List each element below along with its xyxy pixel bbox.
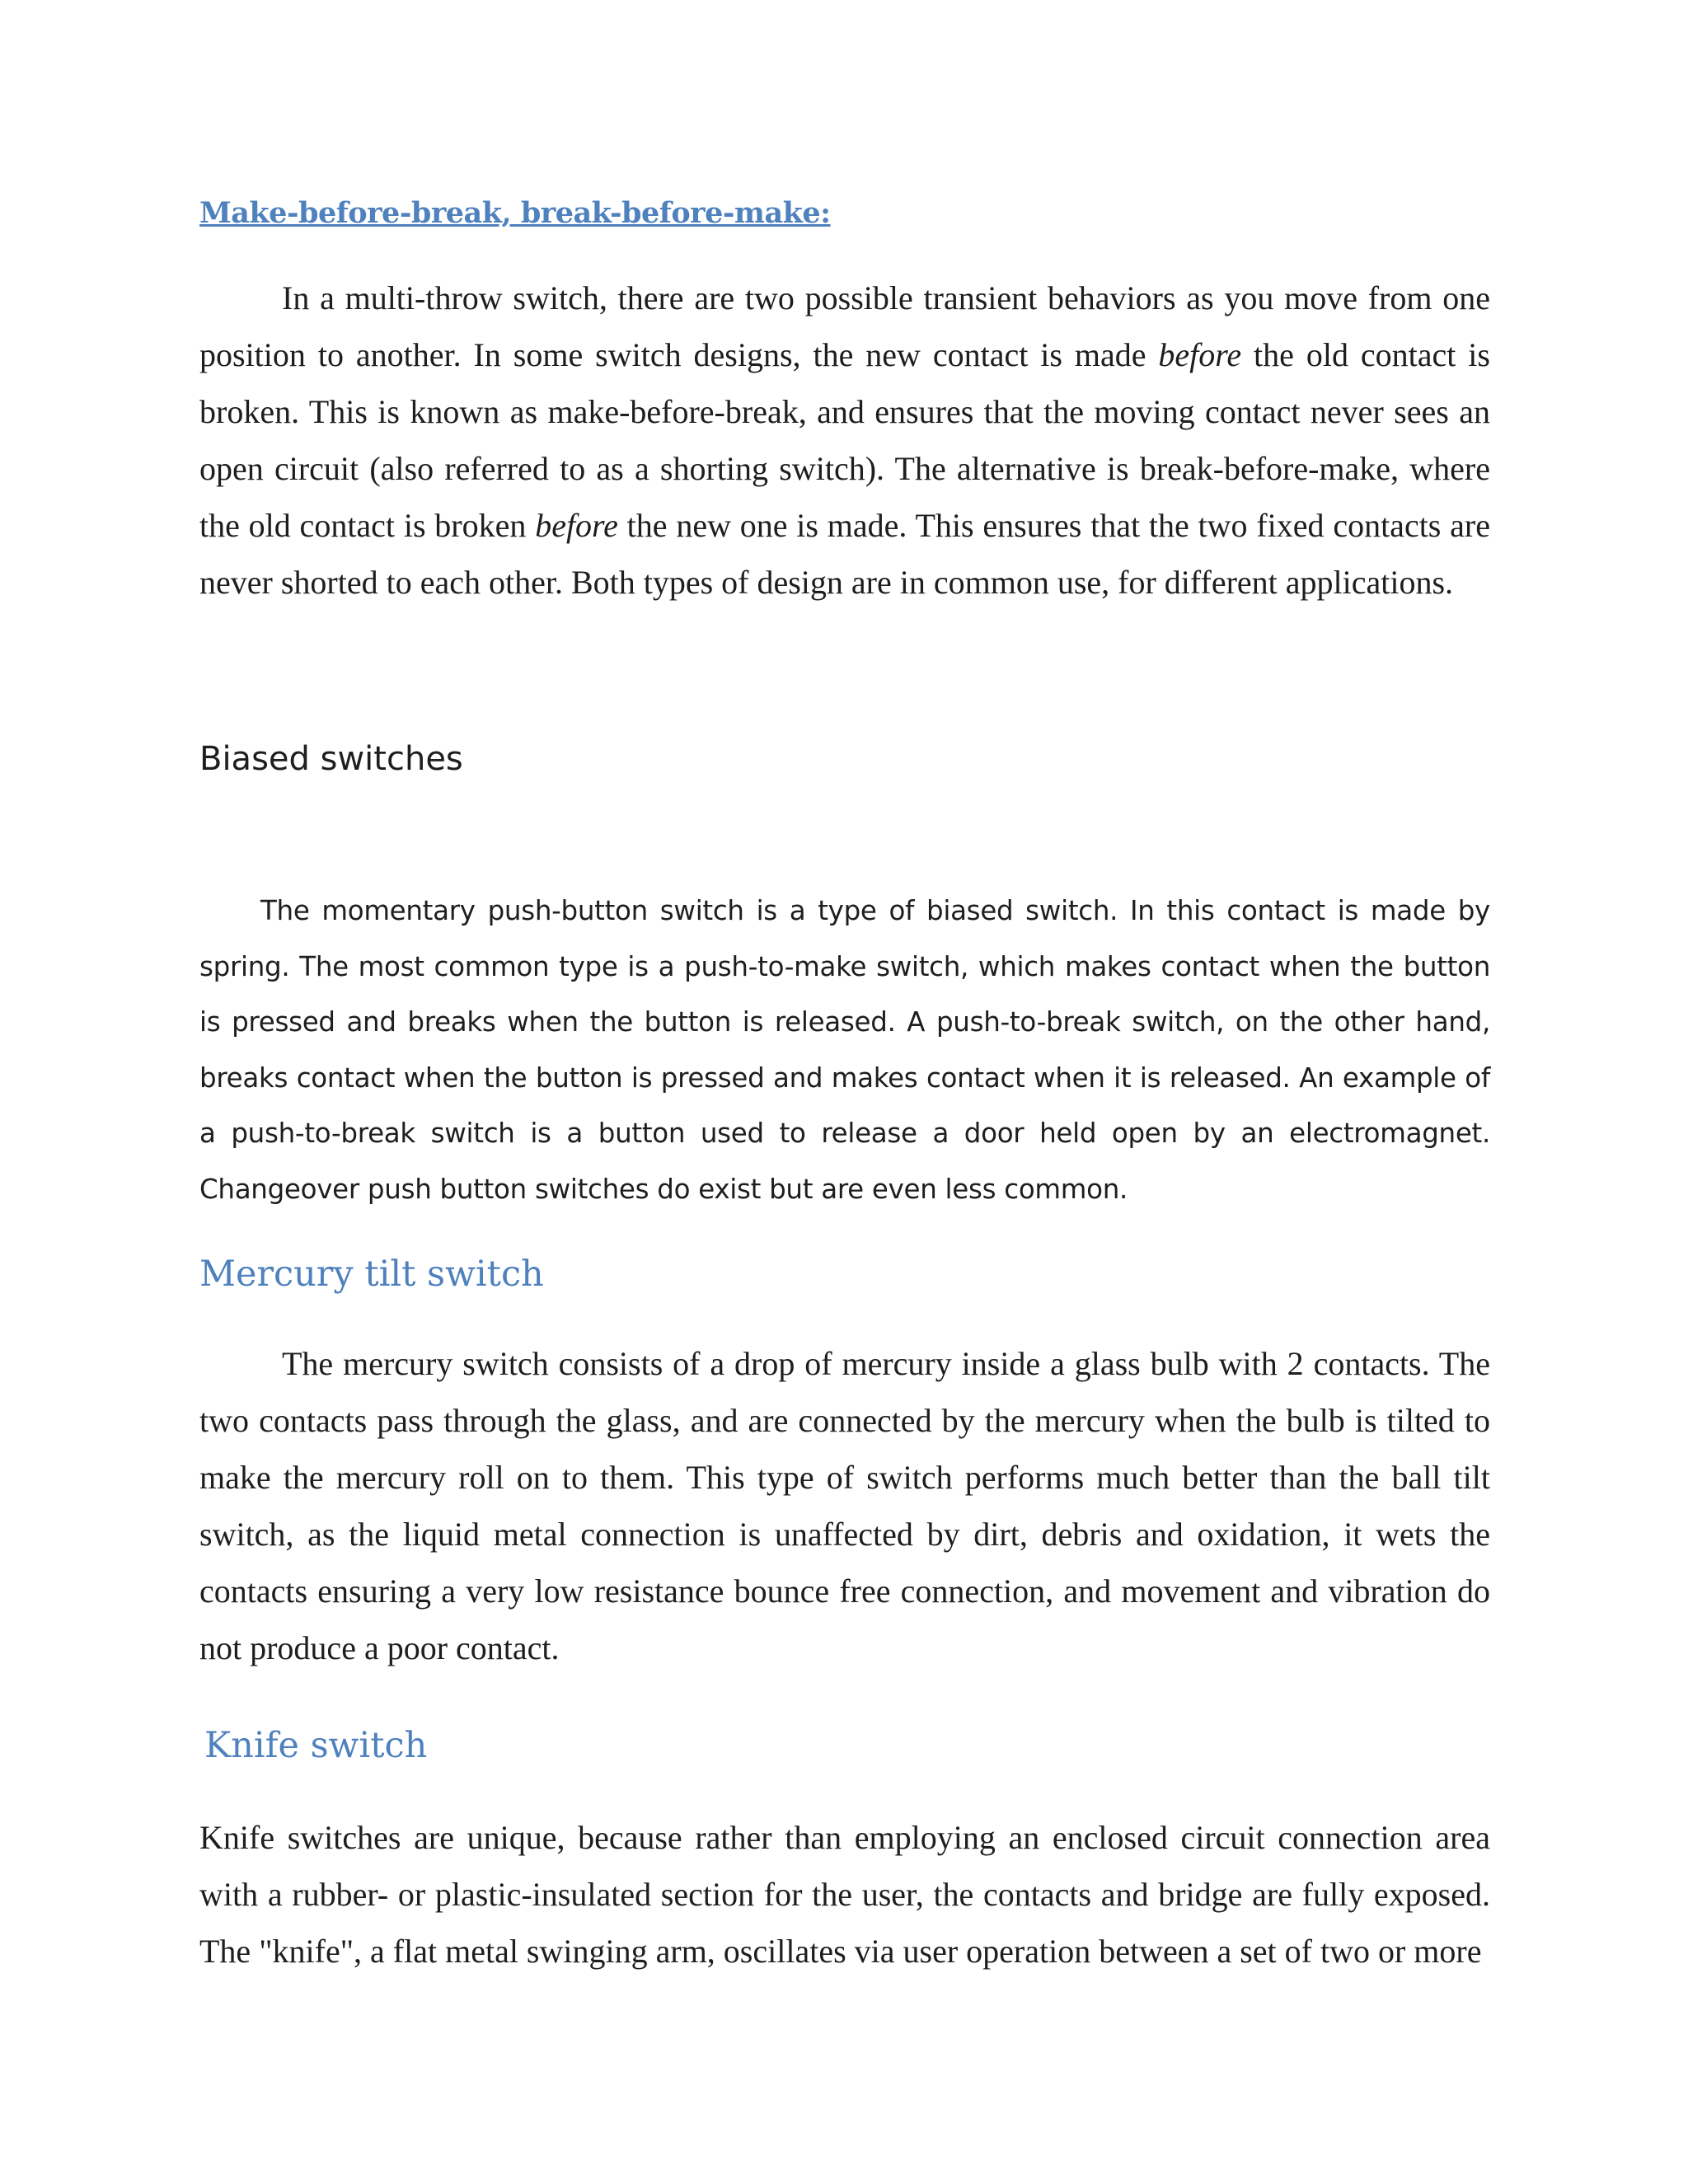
paragraph-text: The mercury switch consists of a drop of mercury inside a glass bulb with 2 contacts. The two contacts pass through the glass, and are connected by the mercury when the bulb is tilted to make the mercury roll on to them. This type of switch performs much better than the ball tilt switch, as the liquid metal connection is unaffected by dirt, debris and oxidation, it wets the contacts ensuring a very low resistance bounce free connection, and movement and vibration do not produce a poor contact.	[199, 1345, 1490, 1666]
heading-knife-switch: Knife switch	[204, 1725, 428, 1766]
paragraph-mercury-tilt-switch	[199, 1335, 1490, 1676]
emphasis-before: before	[1158, 336, 1242, 373]
paragraph-knife-switch	[199, 1809, 1490, 1999]
paragraph-text: the old contact is broken. This is known as make-before-break, and ensures that the moving contact never sees an open circuit (also referred to as a shorting switch). The alternative is break-before-make, where the old contact is broken	[199, 336, 1490, 544]
paragraph-text: The momentary push-button switch is a type of biased switch. In this contact is made by spring. The most common type is a push-to-make switch, which makes contact when the button is pressed and breaks when the button is released. A push-to-break switch, on the other hand, breaks contact when the button is pressed and makes contact when it is released. An example of a push-to-break switch is a button used to release a door held open by an electromagnet. Changeover push button switches do exist but are even less common.	[199, 895, 1490, 1205]
paragraph-biased-switches	[199, 883, 1490, 1217]
paragraph-text: In a multi-throw switch, there are two possible transient behaviors as you move from one position to another. In some switch designs, the new contact is made	[199, 279, 1490, 373]
paragraph-text: the new one is made. This ensures that the two fixed contacts are never shorted to each other. Both types of design are in common use, for different applications.	[199, 507, 1490, 601]
heading-mercury-tilt-switch: Mercury tilt switch	[199, 1254, 544, 1295]
heading-biased-switches: Biased switches	[199, 740, 463, 778]
emphasis-before: before	[535, 507, 618, 544]
heading-make-before-break: Make-before-break, break-before-make:	[199, 196, 831, 230]
paragraph-text: Knife switches are unique, because rather than employing an enclosed circuit connection area with a rubber- or plastic-insulated section for the user, the contacts and bridge are fully exposed. The "knife", a flat metal swinging arm, oscillates via user operation between a set of two or more	[199, 1819, 1490, 1970]
paragraph-make-before-break	[199, 269, 1490, 611]
